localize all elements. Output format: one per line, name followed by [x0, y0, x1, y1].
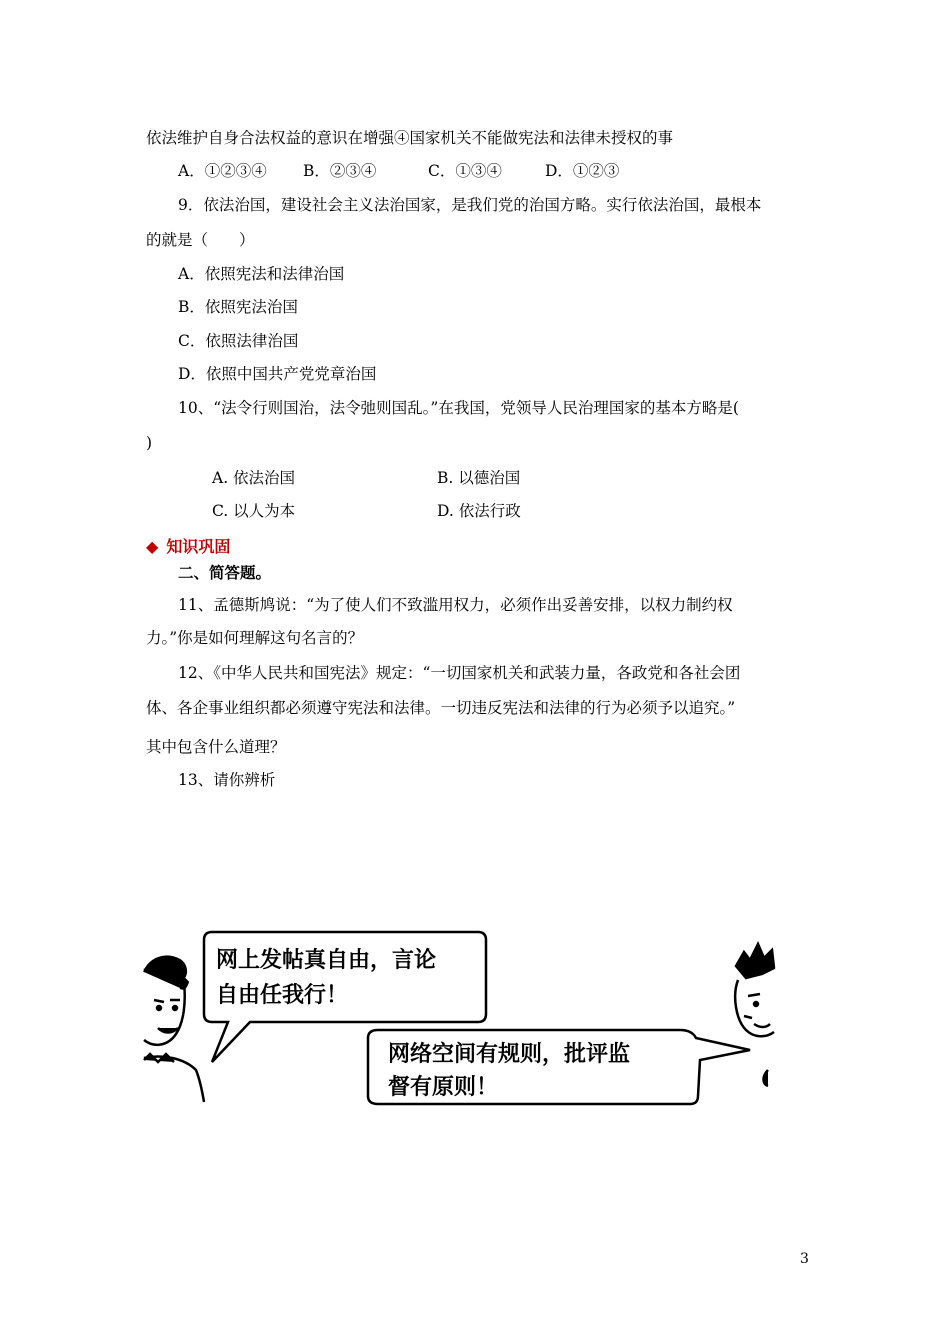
bubble-left-line2: 自由任我行！	[216, 983, 349, 1008]
option-b: B. 以德治国	[437, 469, 521, 487]
option-d: D. 依法行政	[437, 502, 521, 520]
question-12: 12、《中华人民共和国宪法》规定：“一切国家机关和武装力量，各政党和各社会团	[178, 664, 741, 682]
question-13: 13、请你辨析	[178, 771, 276, 789]
diamond-bullet-icon: ◆	[146, 537, 159, 556]
q9-option-b: B．依照宪法治国	[178, 298, 298, 316]
question-9: 9．依法治国，建设社会主义法治国家，是我们党的治国方略。实行依法治国，最根本	[178, 196, 762, 214]
left-character-icon	[144, 956, 204, 1102]
option-a: A．①②③④	[178, 162, 267, 180]
bubble-right-line2: 督有原则！	[388, 1075, 499, 1100]
section-heading	[146, 534, 230, 557]
text-line: 依法维护自身合法权益的意识在增强④国家机关不能做宪法和法律未授权的事	[146, 129, 674, 147]
q9-option-c: C．依照法律治国	[178, 332, 299, 350]
comic-illustration	[140, 930, 780, 1110]
question-11-cont: 力。”你是如何理解这句名言的？	[146, 629, 364, 647]
question-12-cont2: 其中包含什么道理？	[146, 738, 286, 756]
question-10-cont: )	[146, 434, 153, 452]
speech-bubble-right	[368, 1030, 750, 1104]
option-c: C. 以人为本	[212, 502, 296, 520]
bubble-right-line1: 网络空间有规则，批评监	[388, 1042, 631, 1067]
bubble-left-line1: 网上发帖真自由，言论	[216, 948, 437, 973]
subheading: 二、简答题。	[178, 564, 272, 582]
option-d: D．①②③	[545, 162, 620, 180]
option-a: A. 依法治国	[212, 469, 296, 487]
section-heading-text: 知识巩固	[166, 537, 231, 556]
q9-option-a: A．依照宪法和法律治国	[178, 265, 345, 283]
question-10: 10、“法令行则国治，法令弛则国乱。”在我国，党领导人民治理国家的基本方略是(	[178, 399, 739, 417]
question-9-cont: 的就是（ ）	[146, 231, 255, 249]
right-character-icon	[735, 944, 774, 1086]
question-12-cont: 体、各企事业组织都必须遵守宪法和法律。一切违反宪法和法律的行为必须予以追究。”	[146, 699, 736, 717]
question-11: 11、孟德斯鸠说：“为了使人们不致滥用权力，必须作出妥善安排，以权力制约权	[178, 596, 733, 614]
option-b: B．②③④	[303, 162, 377, 180]
option-c: C．①③④	[428, 162, 502, 180]
page-number: 3	[800, 1251, 809, 1267]
q9-option-d: D．依照中国共产党党章治国	[178, 365, 377, 383]
